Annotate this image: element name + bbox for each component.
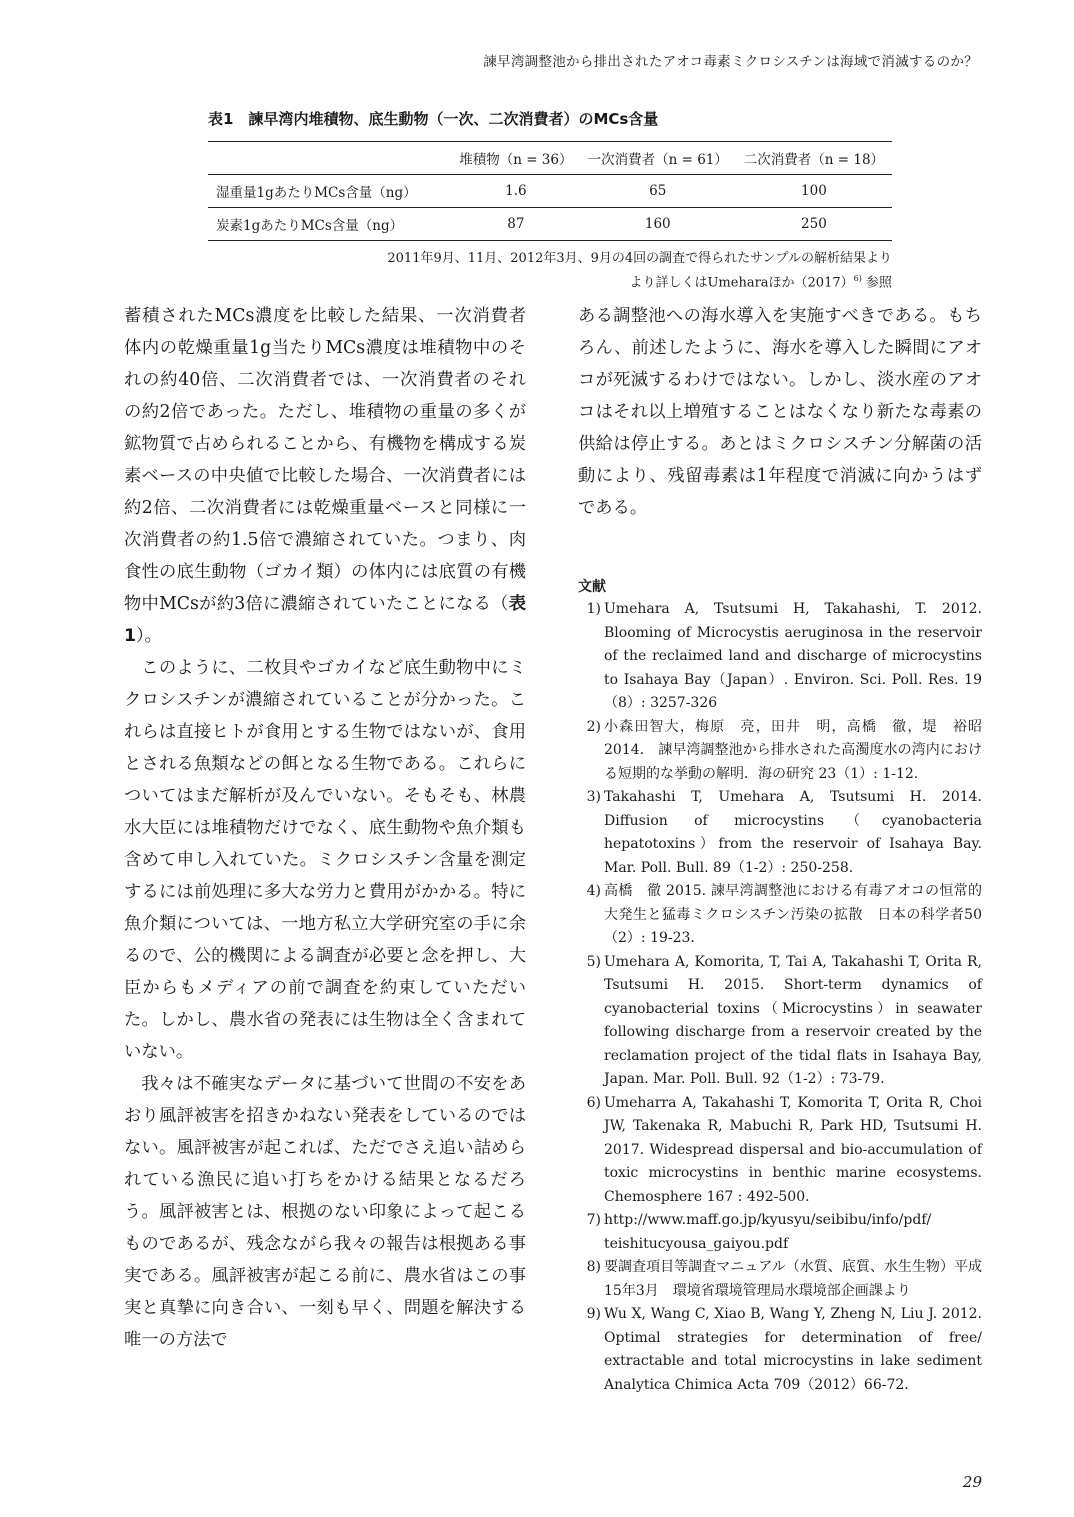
reference-number: 7) (586, 1212, 601, 1228)
table-note-2-main: より詳しくはUmeharaほか（2017） (629, 275, 854, 291)
reference-item (576, 716, 982, 787)
reference-text: Umehara A, Komorita, T, Tai A, Takahashi T, Orita R, Tsutsumi H. 2015. Short-term dynamics of cyanobacterial toxins（Microcystins）in seawater following discharge from a reservoir created by the reclamation project of the tidal flats in Isahaya Bay, Japan. Mar. Poll. Bull. 92（1-2）: 73-79. (604, 953, 982, 1087)
reference-item (576, 786, 982, 880)
reference-item (576, 951, 982, 1092)
table-row (208, 175, 892, 208)
table-header-cell: 二次消費者（n = 18） (736, 142, 892, 175)
reference-number: 8) (586, 1259, 601, 1275)
references-title: 文献 (578, 579, 606, 595)
paragraph-1-end: ）。 (136, 626, 162, 646)
table-row (208, 208, 892, 241)
table-note-2-superscript: 6) (853, 274, 862, 283)
reference-number: 9) (586, 1306, 601, 1322)
reference-number: 1) (586, 601, 601, 617)
table-note-1: 2011年9月、11月、2012年3月、9月の4回の調査で得られたサンプルの解析結果より (387, 251, 892, 266)
table-cell: 87 (507, 216, 525, 232)
left-column (124, 300, 526, 1356)
paragraph-1-text: 蓄積されたMCs濃度を比較した結果、一次消費者体内の乾燥重量1g当たりMCs濃度は堆積物中のそれの約40倍、二次消費者では、一次消費者のそれの約2倍であった。ただし、堆積物の重量の多くが鉱物質で占められることから、有機物を構成する炭素ベースの中央値で比較した場合、一次消費者には約2倍、二次消費者には乾燥重量ベースと同様に一次消費者の約1.5倍で濃縮されていた。つまり、肉食性の底生動物（ゴカイ類）の体内には底質の有機物中MCsが約3倍に濃縮されていたことになる（ (124, 306, 526, 614)
table-header-cell: 一次消費者（n = 61） (580, 142, 736, 175)
table-cell: 65 (649, 183, 667, 199)
reference-text: 要調査項目等調査マニュアル（水質、底質、水生生物）平成15年3月 環境省環境管理局水環境部企画課より (604, 1259, 982, 1299)
reference-text: Umehara A, Tsutsumi H, Takahashi, T. 2012. Blooming of Microcystis aeruginosa in the reservoir of the reclaimed land and discharge of microcystins to Isahaya Bay（Japan）. Environ. Sci. Poll. Res. 19（8）: 3257-326 (604, 601, 982, 711)
reference-text: 小森田智大，梅原 亮，田井 明，高橋 徹，堤 裕昭 2014. 諫早湾調整池から排水された高濁度水の湾内における短期的な挙動の解明．海の研究 23（1）: 1-12. (604, 718, 982, 782)
reference-number: 4) (586, 883, 601, 899)
body-paragraph-1 (124, 300, 526, 652)
table-row-label: 炭素1gあたりMCs含量（ng） (216, 218, 404, 234)
reference-text: Takahashi T, Umehara A, Tsutsumi H. 2014. Diffusion of microcystins（cyanobacteria hepatotoxins）from the reservoir of Isahaya Bay. Mar. Poll. Bull. 89（1-2）: 250-258. (604, 789, 982, 876)
reference-text: Wu X, Wang C, Xiao B, Wang Y, Zheng N, Liu J. 2012. Optimal strategies for determination of free/ extractable and total microcystins in lake sediment Analytica Chimica Acta 709（2012）66-72. (604, 1306, 982, 1393)
table-cell: 1.6 (505, 183, 527, 199)
right-column (578, 300, 982, 524)
reference-item (576, 1256, 982, 1303)
table-header-row (208, 142, 892, 175)
reference-number: 3) (586, 789, 601, 805)
reference-item (576, 880, 982, 951)
reference-item (576, 598, 982, 716)
reference-number: 2) (586, 718, 601, 735)
reference-text: Umeharra A, Takahashi T, Komorita T, Orita R, Choi JW, Takenaka R, Mabuchi R, Park HD, Tsutsumi H. 2017. Widespread dispersal and bio-accumulation of toxic microcystins in benthic marine ecosystems. Chemosphere 167 : 492-500. (604, 1094, 982, 1205)
body-paragraph-2: このように、二枚貝やゴカイなど底生動物中にミクロシスチンが濃縮されていることが分かった。これらは直接ヒトが食用とする生物ではないが、食用とされる魚類などの餌となる生物である。これらについてはまだ解析が及んでいない。そもそも、林農水大臣には堆積物だけでなく、底生動物や魚介類も含めて申し入れていた。ミクロシスチン含量を測定するには前処理に多大な労力と費用がかかる。特に魚介類については、一地方私立大学研究室の手に余るので、公的機関による調査が必要と念を押し、大臣からもメディアの前で調査を約束していただいた。しかし、農水省の発表には生物は全く含まれていない。 (124, 658, 526, 1062)
reference-number: 6) (586, 1094, 601, 1111)
table-note-2-end: 参照 (865, 275, 892, 291)
reference-item (576, 1209, 982, 1256)
table-notes (208, 249, 892, 293)
table-header-cell: 堆積物（n = 36） (452, 142, 580, 175)
page-number: 29 (962, 1473, 982, 1491)
running-title: 諫早湾調整池から排出されたアオコ毒素ミクロシスチンは海域で消滅するのか？ (483, 54, 978, 70)
table-cell: 100 (801, 183, 827, 199)
table-caption: 表1 諫早湾内堆積物、底生動物（一次、二次消費者）のMCs含量 (208, 110, 659, 128)
table-block (208, 108, 892, 293)
table-reference: 表1 (124, 594, 526, 646)
reference-text: 高橋 徹 2015. 諫早湾調整池における有毒アオコの恒常的大発生と猛毒ミクロシスチン汚染の拡散 日本の科学者50（2）: 19-23. (604, 883, 982, 946)
table-cell: 250 (801, 216, 827, 232)
table-note-2 (208, 269, 892, 293)
mcs-table (208, 141, 892, 241)
reference-item (576, 1303, 982, 1397)
body-paragraph-4: ある調整池への海水導入を実施すべきである。もちろん、前述したように、海水を導入した瞬間にアオコが死滅するわけではない。しかし、淡水産のアオコはそれ以上増殖することはなくなり新たな毒素の供給は停止する。あとはミクロシスチン分解菌の活動により、残留毒素は1年程度で消滅に向かうはずである。 (578, 306, 982, 518)
body-paragraph-3: 我々は不確実なデータに基づいて世間の不安をあおり風評被害を招きかねない発表をしているのではない。風評被害が起これば、ただでさえ追い詰められている漁民に追い打ちをかける結果となるだろう。風評被害とは、根拠のない印象によって起こるものであるが、残念ながら我々の報告は根拠ある事実である。風評被害が起こる前に、農水省はこの事実と真摯に向き合い、一刻も早く、問題を解決する唯一の方法で (124, 1074, 526, 1350)
table-cell: 160 (644, 216, 671, 232)
table-row-label: 湿重量1gあたりMCs含量（ng） (216, 185, 417, 201)
reference-link[interactable]: http://www.maff.go.jp/kyusyu/seibibu/info/pdf/ teishitucyousa_gaiyou.pdf (604, 1212, 932, 1252)
table-header-cell (208, 142, 452, 175)
references-list (576, 598, 982, 1397)
reference-number: 5) (586, 953, 601, 970)
reference-item (576, 1092, 982, 1210)
